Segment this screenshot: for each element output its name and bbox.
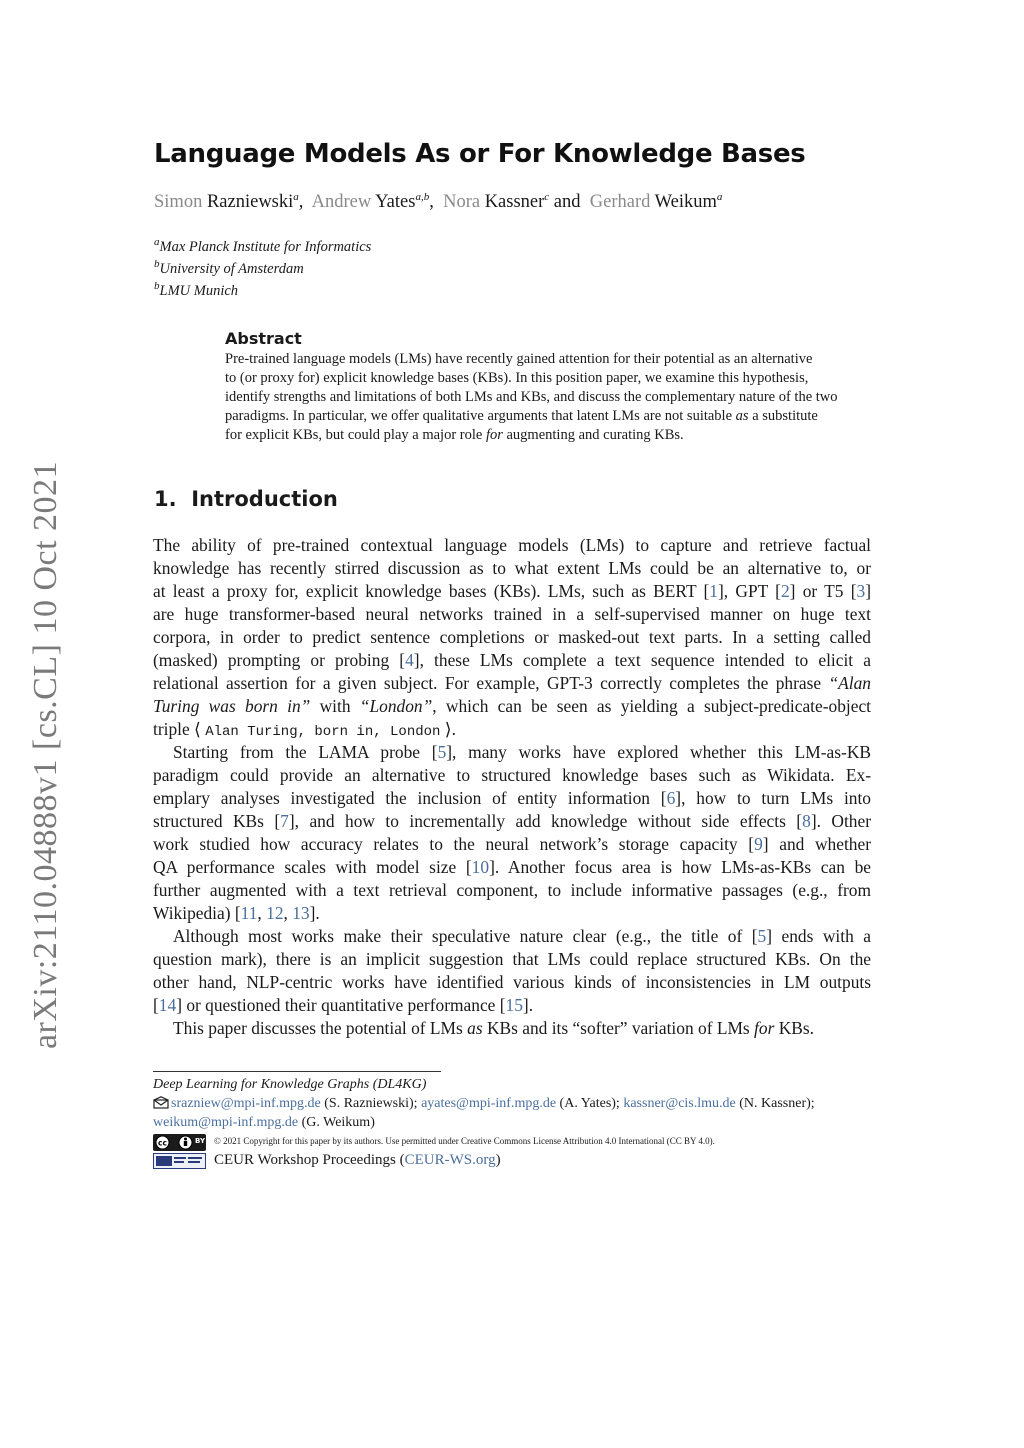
body-text: structured KBs [ [153,811,281,831]
section-heading [154,487,338,511]
body-line [153,857,871,880]
affiliation-name: Max Planck Institute for Informatics [159,238,372,255]
footnote-text: (G. Weikum) [298,1115,375,1130]
abstract-line: to (or proxy for) explicit knowledge bases (KBs). In this position paper, we examine this hypothesis, [225,370,809,386]
body-line: paradigm could provide an alternative to structured knowledge bases such as Wikidata. Ex- [153,765,871,785]
body-line [153,742,871,765]
author-last-name: Kassner [484,192,545,213]
body-line: are huge transformer-based neural networks trained in a self-supervised manner on huge text [153,604,871,624]
ceur-logo-icon [153,1153,206,1169]
citation-link[interactable]: 4 [405,650,414,670]
citation-link[interactable]: 14 [158,995,177,1015]
body-emphasis: Turing was born in” [153,696,311,716]
footnote-text: (N. Kassner); [735,1096,815,1111]
abstract-heading: Abstract [225,329,302,348]
body-text: at least a proxy for, explicit knowledge bases (KBs). LMs, such as BERT [ [153,581,710,601]
footnote-rule [153,1071,441,1072]
citation-link[interactable]: 2 [780,581,790,601]
body-line: corpora, in order to predict sentence completions or masked-out text parts. In a setting called [153,627,871,647]
body-text: ], GPT [ [718,581,781,601]
section-title: Introduction [191,487,338,511]
abstract-emphasis: for [485,427,503,443]
citation-link[interactable]: 15 [505,995,523,1015]
email-link[interactable]: kassner@cis.lmu.de [623,1096,736,1111]
author-last-name: Yates [375,192,416,213]
body-line: question mark), there is an implicit suggestion that LMs could replace structured KBs. On the [153,949,871,969]
cc-by-badge [153,1134,206,1151]
citation-link[interactable]: 10 [471,857,490,877]
body-emphasis: “London” [359,696,433,716]
citation-link[interactable]: 7 [280,811,289,831]
footnote-text: (A. Yates); [556,1096,624,1111]
citation-link[interactable]: 5 [437,742,447,762]
abstract-text: a substitute [748,408,818,424]
citation-link[interactable]: 9 [754,834,763,854]
author-last-name: Weikum [654,192,717,213]
conference-note: Deep Learning for Knowledge Graphs (DL4KG) [153,1077,427,1092]
body-line [153,926,871,949]
citation-link[interactable]: 13 [292,903,310,923]
body-line [153,673,871,696]
body-text: , [257,903,267,923]
body-line [153,719,871,740]
ceur-link[interactable]: CEUR-WS.org [404,1152,496,1168]
body-line: further augmented with a text retrieval component, to include informative passages (e.g., from [153,880,871,900]
body-line [153,581,871,604]
email-link[interactable]: srazniew@mpi-inf.mpg.de [171,1096,321,1111]
body-text: ] ends with a [766,926,871,946]
email-line [153,1096,815,1114]
body-text: ], and how to incrementally add knowledge without side effects [ [288,811,803,831]
arxiv-stamp [28,455,64,1055]
body-line [153,903,871,924]
body-text: ] and whether [762,834,871,854]
affiliation [154,258,304,278]
abstract-line: Pre-trained language models (LMs) have recently gained attention for their potential as an alternative [225,351,813,367]
body-line: other hand, NLP-centric works have identified various kinds of inconsistencies in LM outputs [153,972,871,992]
body-text: , [283,903,293,923]
body-text: This paper discusses the potential of LMs [173,1018,468,1038]
ceur-proceedings [214,1152,501,1169]
body-line: The ability of pre-trained contextual language models (LMs) to capture and retrieve factual [153,535,871,555]
section-number: 1. [154,487,177,511]
abstract-text: for explicit KBs, but could play a major role [225,427,486,443]
body-text: [ [153,995,159,1015]
author-first-name: Simon [154,192,203,213]
body-emphasis: as [467,1018,483,1038]
proceedings-text: CEUR Workshop Proceedings ( [214,1152,405,1168]
svg-text:cc: cc [158,1138,167,1148]
abstract-line: identify strengths and limitations of both LMs and KBs, and discuss the complementary nature of the two [225,389,838,405]
citation-link[interactable]: 5 [757,926,767,946]
citation-link[interactable]: 11 [240,903,258,923]
author-and: and [553,192,581,213]
body-text: relational assertion for a given subject. For example, GPT-3 correctly completes the phrase [153,673,829,693]
body-text: ] or T5 [ [789,581,857,601]
abstract-text: augmenting and curating KBs. [502,427,684,443]
author-sup: c [544,191,550,203]
author-separator: , [298,192,304,213]
body-text: Wikipedia) [ [153,903,241,923]
body-text: triple ⟨ [153,719,206,739]
body-text: ] or questioned their quantitative performance [ [176,995,506,1015]
paper-title: Language Models As or For Knowledge Bases [154,139,806,169]
author-sup: a [716,191,723,203]
affiliation-sup: a [154,236,160,248]
body-text: Starting from the LAMA probe [ [173,742,438,762]
body-text: Although most works make their speculative nature clear (e.g., the title of [ [173,926,758,946]
abstract-line [225,427,684,444]
proceedings-text: ) [495,1152,501,1168]
email-link[interactable]: weikum@mpi-inf.mpg.de [153,1115,299,1130]
body-text: , which can be seen as yielding a subject-predicate-object [432,696,871,716]
body-text: work studied how accuracy relates to the neural network’s storage capacity [ [153,834,755,854]
body-text: with [310,696,360,716]
body-emphasis: for [754,1018,775,1038]
body-text: ], how to turn LMs into [675,788,871,808]
body-line [153,650,871,673]
cc-logo-icon [155,1135,170,1150]
person-icon [178,1135,193,1150]
body-text: ]. [522,995,534,1015]
author-list [154,191,722,213]
author-separator: , [429,192,434,213]
body-text: KBs and its “softer” variation of LMs [482,1018,755,1038]
body-text: emplary analyses investigated the inclusion of entity information [ [153,788,667,808]
author-sup: a,b [415,191,430,203]
abstract-text: paradigms. In particular, we offer qualitative arguments that latent LMs are not suitable [225,408,736,424]
body-line [153,811,871,834]
body-text: QA performance scales with model size [ [153,857,472,877]
copyright-note: © 2021 Copyright for this paper by its authors. Use permitted under Creative Commons License Attribution 4.0 International (CC BY 4.0). [214,1136,715,1146]
arxiv-stamp-text: arXiv:2110.04888v1 [cs.CL] 10 Oct 2021 [27,460,64,1050]
body-text: (masked) prompting or probing [ [153,650,406,670]
author-first-name: Andrew [311,192,372,213]
author-first-name: Nora [443,192,481,213]
body-line [153,834,871,857]
triple-code: Alan Turing, born in, London [205,724,441,740]
body-text: ]. [309,903,320,923]
affiliation [154,236,371,256]
affiliation-sup: b [154,258,160,270]
author-sup: a [293,191,299,203]
citation-link[interactable]: 1 [709,581,718,601]
citation-link[interactable]: 8 [802,811,811,831]
author-first-name: Gerhard [589,192,651,213]
body-text: ]. Another focus area is how LMs-as-KBs can be [489,857,871,877]
body-text: ] [865,581,871,601]
cc-label: BY [195,1137,206,1145]
footnote-text: (S. Razniewski); [320,1096,422,1111]
affiliation-name: University of Amsterdam [159,260,304,277]
body-text: ]. Other [810,811,871,831]
body-line [153,788,871,811]
body-text: ], many works have explored whether this LM-as-KB [446,742,871,762]
affiliation-sup: b [154,280,160,292]
citation-link[interactable]: 3 [856,581,866,601]
citation-link[interactable]: 6 [666,788,676,808]
affiliation [154,280,238,300]
body-line [153,1018,871,1039]
author-last-name: Razniewski [206,192,294,213]
citation-link[interactable]: 12 [266,903,284,923]
envelope-icon [153,1096,169,1114]
affiliation-name: LMU Munich [159,282,239,299]
email-link[interactable]: ayates@mpi-inf.mpg.de [421,1096,557,1111]
body-text: KBs. [774,1018,814,1038]
abstract-emphasis: as [735,408,749,424]
body-emphasis: “Alan [828,673,871,693]
body-line: knowledge has recently stirred discussion as to what extent LMs could be an alternative to, or [153,558,871,578]
body-line [153,696,871,719]
abstract-line [225,408,818,425]
body-line [153,995,871,1016]
email-line [153,1115,375,1131]
body-text: ], these LMs complete a text sequence intended to elicit a [413,650,871,670]
body-text: ⟩. [440,719,456,739]
